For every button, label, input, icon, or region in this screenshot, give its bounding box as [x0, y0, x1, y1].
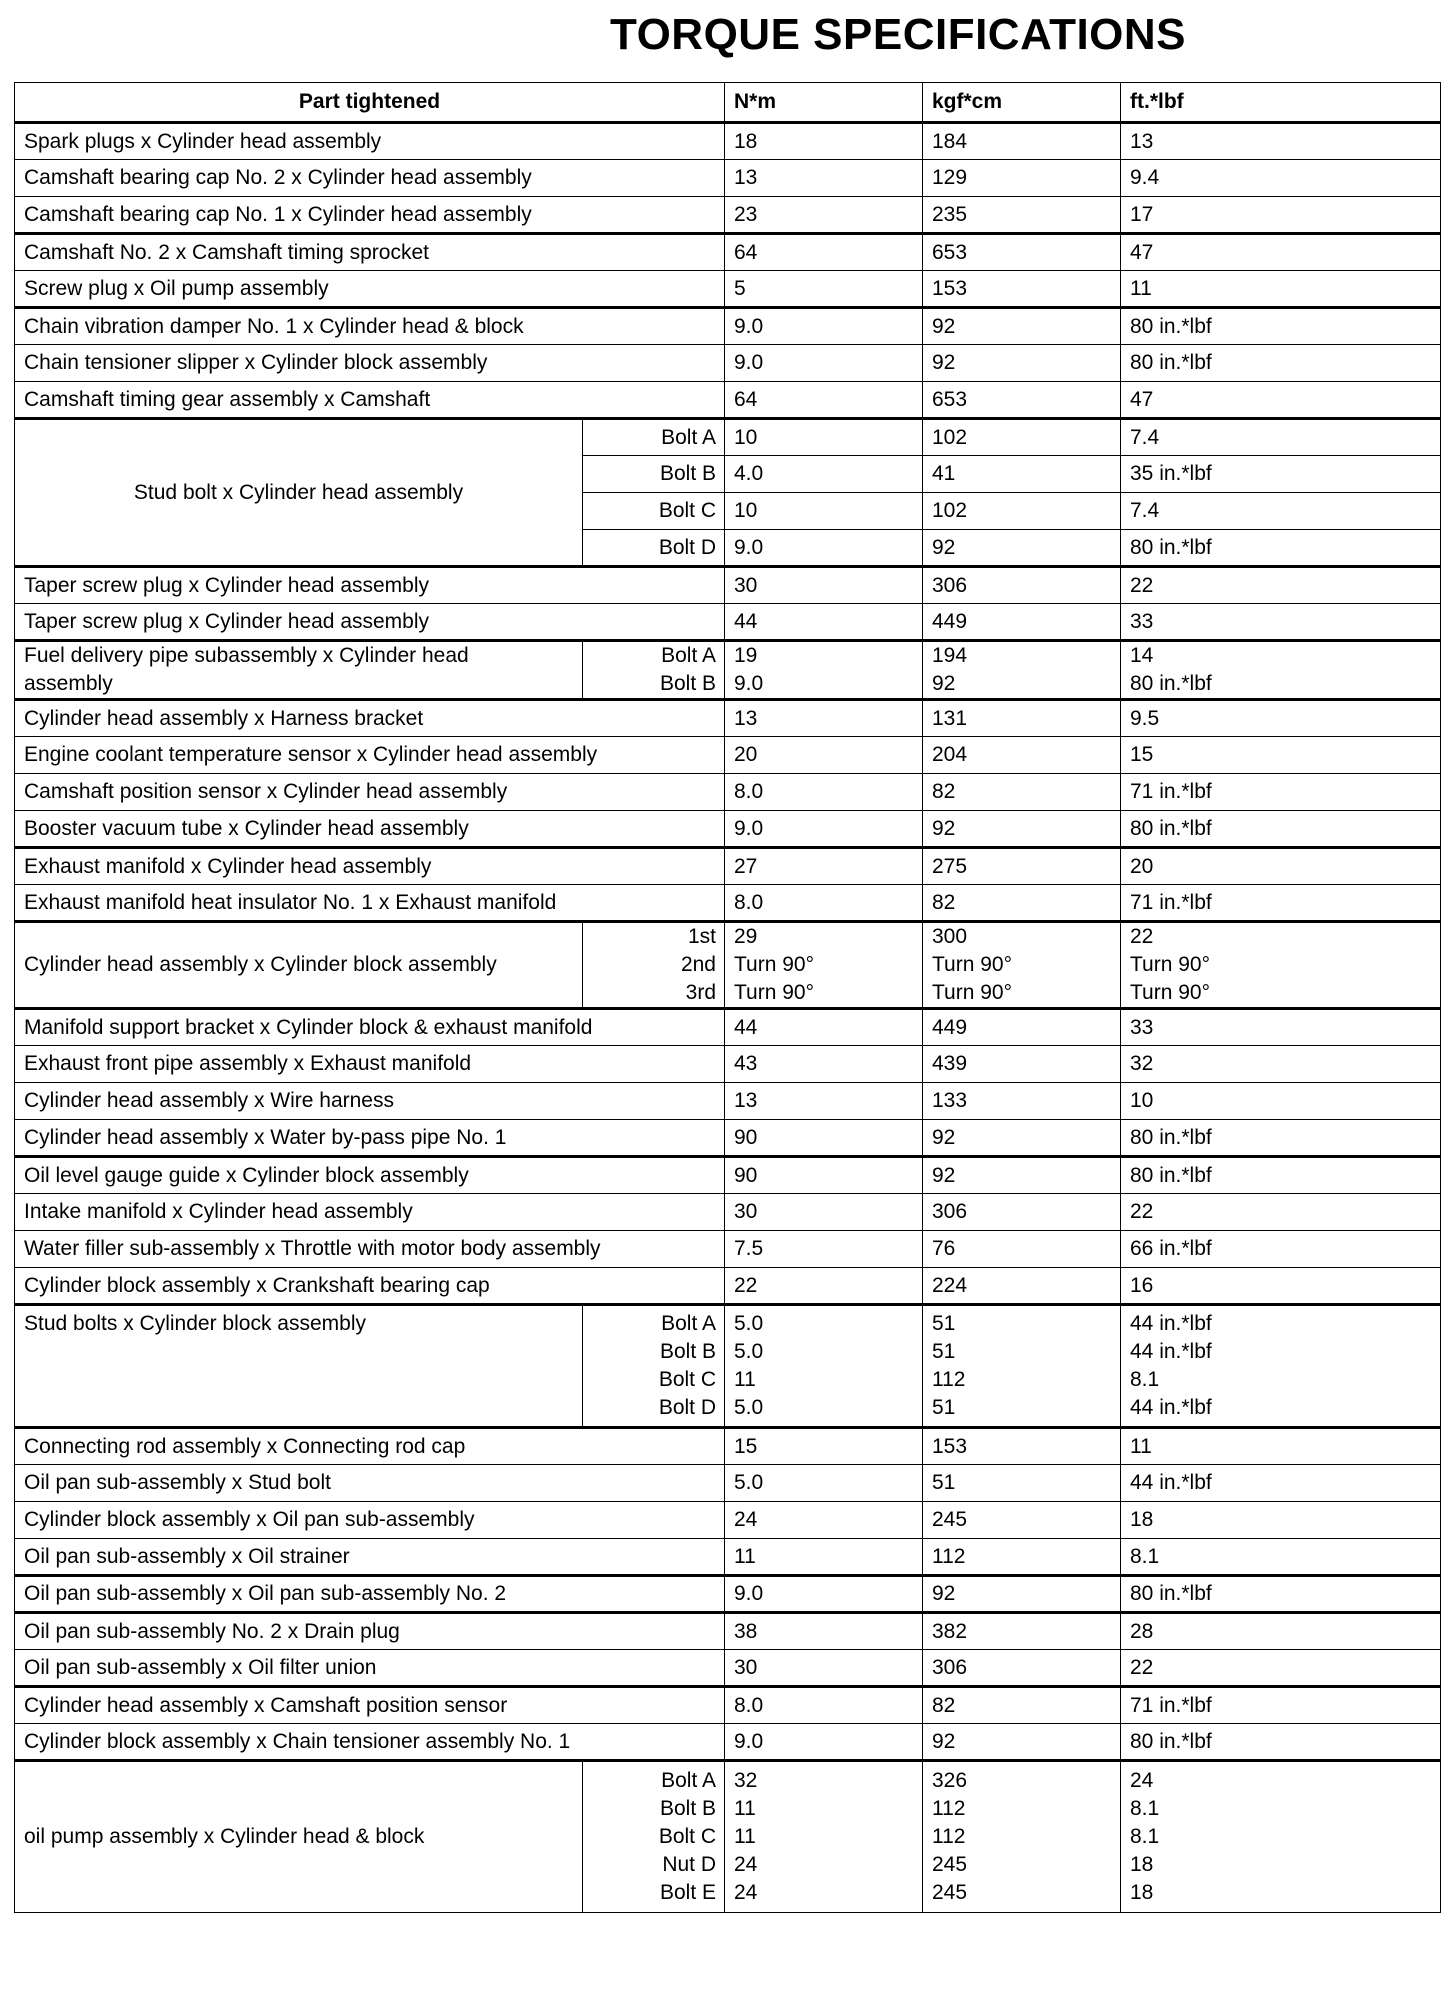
part-cell: Oil pan sub-assembly x Oil pan sub-assembly No. 2 [15, 1576, 725, 1613]
kgf-cell [923, 922, 1121, 1009]
nm-cell: 38 [725, 1613, 923, 1650]
table-row [15, 848, 1441, 885]
part-cell: Oil pan sub-assembly x Oil strainer [15, 1539, 725, 1576]
table-row [15, 1761, 1441, 1913]
value: 32 [734, 1769, 758, 1792]
table-row [15, 885, 1441, 922]
nm-cell: 64 [725, 382, 923, 419]
header-ft-lbf: ft.*lbf [1121, 83, 1441, 123]
nm-cell: 5.0 [725, 1465, 923, 1502]
table-row [15, 1576, 1441, 1613]
kgf-cell [923, 1761, 1121, 1913]
kgf-cell: 131 [923, 700, 1121, 737]
sub-label: Bolt C [658, 1368, 716, 1391]
sub-label: 3rd [685, 981, 716, 1004]
ft-cell: 71 in.*lbf [1121, 774, 1441, 811]
nm-cell: 27 [725, 848, 923, 885]
sub-label: 1st [687, 925, 716, 948]
table-row [15, 1009, 1441, 1046]
table-row [15, 700, 1441, 737]
table-row [15, 922, 1441, 1009]
sub-label: Bolt D [658, 1396, 716, 1419]
table-row [15, 641, 1441, 700]
ft-cell: 47 [1121, 382, 1441, 419]
table-row [15, 419, 1441, 456]
nm-cell: 13 [725, 160, 923, 197]
ft-cell: 80 in.*lbf [1121, 308, 1441, 345]
header-kgf-cm: kgf*cm [923, 83, 1121, 123]
kgf-cell: 51 [923, 1465, 1121, 1502]
value: 51 [932, 1312, 956, 1335]
ft-cell: 10 [1121, 1083, 1441, 1120]
ft-cell: 18 [1121, 1502, 1441, 1539]
kgf-cell: 306 [923, 567, 1121, 604]
kgf-cell: 129 [923, 160, 1121, 197]
kgf-cell: 439 [923, 1046, 1121, 1083]
value: 326 [932, 1769, 968, 1792]
part-cell: Chain tensioner slipper x Cylinder block assembly [15, 345, 725, 382]
nm-cell: 9.0 [725, 1724, 923, 1761]
ft-cell: 16 [1121, 1268, 1441, 1305]
table-row [15, 160, 1441, 197]
value: Turn 90° [734, 953, 814, 976]
kgf-cell: 204 [923, 737, 1121, 774]
ft-cell: 20 [1121, 848, 1441, 885]
value: Turn 90° [932, 953, 1012, 976]
value: 92 [932, 672, 956, 695]
value: 5.0 [734, 1340, 764, 1363]
ft-cell: 47 [1121, 234, 1441, 271]
part-cell: Taper screw plug x Cylinder head assembly [15, 604, 725, 641]
ft-cell [1121, 641, 1441, 700]
nm-cell: 9.0 [725, 1576, 923, 1613]
part-cell: Oil pan sub-assembly No. 2 x Drain plug [15, 1613, 725, 1650]
sub-label-cell: Bolt B [583, 456, 725, 493]
sub-label: Bolt A [661, 644, 716, 667]
kgf-cell: 92 [923, 345, 1121, 382]
part-cell: Camshaft bearing cap No. 2 x Cylinder head assembly [15, 160, 725, 197]
kgf-cell: 92 [923, 1120, 1121, 1157]
nm-cell: 23 [725, 197, 923, 234]
part-cell: Camshaft timing gear assembly x Camshaft [15, 382, 725, 419]
ft-cell: 44 in.*lbf [1121, 1465, 1441, 1502]
value: 194 [932, 644, 968, 667]
table-row [15, 197, 1441, 234]
table-row [15, 1724, 1441, 1761]
ft-cell: 32 [1121, 1046, 1441, 1083]
value: 11 [734, 1368, 756, 1391]
nm-cell: 5 [725, 271, 923, 308]
nm-cell: 24 [725, 1502, 923, 1539]
sub-label: Bolt C [658, 1825, 716, 1848]
value: 24 [734, 1881, 758, 1904]
table-row [15, 567, 1441, 604]
part-cell: Camshaft No. 2 x Camshaft timing sprocket [15, 234, 725, 271]
part-line: assembly [24, 672, 113, 695]
kgf-cell: 653 [923, 234, 1121, 271]
kgf-cell: 82 [923, 774, 1121, 811]
value: 112 [932, 1825, 966, 1848]
table-row [15, 737, 1441, 774]
part-cell: Booster vacuum tube x Cylinder head assembly [15, 811, 725, 848]
nm-cell: 11 [725, 1539, 923, 1576]
part-cell: Stud bolt x Cylinder head assembly [15, 419, 583, 567]
nm-cell: 10 [725, 493, 923, 530]
nm-cell: 13 [725, 700, 923, 737]
table-row [15, 1465, 1441, 1502]
kgf-cell: 224 [923, 1268, 1121, 1305]
value: 112 [932, 1797, 966, 1820]
sub-label-cell [583, 641, 725, 700]
value: 9.0 [734, 672, 764, 695]
table-row [15, 308, 1441, 345]
kgf-cell: 184 [923, 123, 1121, 160]
nm-cell: 9.0 [725, 530, 923, 567]
kgf-cell: 306 [923, 1650, 1121, 1687]
table-row [15, 123, 1441, 160]
ft-cell [1121, 922, 1441, 1009]
ft-cell: 9.5 [1121, 700, 1441, 737]
part-cell: Camshaft position sensor x Cylinder head assembly [15, 774, 725, 811]
kgf-cell: 275 [923, 848, 1121, 885]
part-cell: Cylinder head assembly x Camshaft position sensor [15, 1687, 725, 1724]
part-cell: Cylinder block assembly x Chain tensioner assembly No. 1 [15, 1724, 725, 1761]
sub-label-cell: Bolt A [583, 419, 725, 456]
kgf-cell: 82 [923, 1687, 1121, 1724]
ft-cell: 80 in.*lbf [1121, 1157, 1441, 1194]
sub-label: Bolt A [661, 1312, 716, 1335]
value: 22 [1130, 925, 1154, 948]
kgf-cell [923, 641, 1121, 700]
nm-cell: 7.5 [725, 1231, 923, 1268]
nm-cell: 64 [725, 234, 923, 271]
table-row [15, 1502, 1441, 1539]
table-row [15, 345, 1441, 382]
ft-cell: 22 [1121, 1650, 1441, 1687]
ft-cell: 80 in.*lbf [1121, 811, 1441, 848]
torque-spec-table [14, 82, 1441, 1913]
table-row [15, 774, 1441, 811]
part-cell: Cylinder head assembly x Wire harness [15, 1083, 725, 1120]
part-cell: Exhaust manifold x Cylinder head assembly [15, 848, 725, 885]
nm-cell: 8.0 [725, 1687, 923, 1724]
value: 8.1 [1130, 1797, 1160, 1820]
value: 245 [932, 1853, 968, 1876]
kgf-cell: 92 [923, 811, 1121, 848]
kgf-cell: 653 [923, 382, 1121, 419]
nm-cell: 30 [725, 567, 923, 604]
value: 8.1 [1130, 1825, 1160, 1848]
value: 245 [932, 1881, 968, 1904]
kgf-cell: 92 [923, 1157, 1121, 1194]
kgf-cell: 102 [923, 419, 1121, 456]
value: 112 [932, 1368, 966, 1391]
table-row [15, 811, 1441, 848]
value: 19 [734, 644, 758, 667]
table-row [15, 1428, 1441, 1465]
ft-cell: 11 [1121, 271, 1441, 308]
table-row [15, 382, 1441, 419]
value: 8.1 [1130, 1368, 1160, 1391]
kgf-cell: 82 [923, 885, 1121, 922]
nm-cell: 9.0 [725, 345, 923, 382]
sub-label-cell: Bolt C [583, 493, 725, 530]
nm-cell: 44 [725, 1009, 923, 1046]
kgf-cell: 245 [923, 1502, 1121, 1539]
sub-label: Bolt E [659, 1881, 716, 1904]
part-cell: oil pump assembly x Cylinder head & block [15, 1761, 583, 1913]
kgf-cell: 76 [923, 1231, 1121, 1268]
sub-label-cell [583, 922, 725, 1009]
ft-cell: 22 [1121, 1194, 1441, 1231]
part-cell: Cylinder block assembly x Oil pan sub-assembly [15, 1502, 725, 1539]
sub-label: Bolt A [661, 1769, 716, 1792]
header-nm: N*m [725, 83, 923, 123]
value: 29 [734, 925, 758, 948]
part-cell: Connecting rod assembly x Connecting rod cap [15, 1428, 725, 1465]
sub-label: Bolt B [659, 1797, 716, 1820]
ft-cell: 71 in.*lbf [1121, 1687, 1441, 1724]
sub-label: 2nd [680, 953, 716, 976]
kgf-cell: 41 [923, 456, 1121, 493]
kgf-cell: 102 [923, 493, 1121, 530]
nm-cell: 44 [725, 604, 923, 641]
table-row [15, 1157, 1441, 1194]
table-row [15, 1539, 1441, 1576]
part-cell: Oil pan sub-assembly x Stud bolt [15, 1465, 725, 1502]
kgf-cell: 449 [923, 1009, 1121, 1046]
table-row [15, 1194, 1441, 1231]
kgf-cell: 92 [923, 308, 1121, 345]
table-header-row [15, 83, 1441, 123]
kgf-cell: 235 [923, 197, 1121, 234]
ft-cell: 80 in.*lbf [1121, 1120, 1441, 1157]
part-cell: Oil level gauge guide x Cylinder block assembly [15, 1157, 725, 1194]
kgf-cell: 92 [923, 530, 1121, 567]
table-row [15, 1046, 1441, 1083]
kgf-cell: 306 [923, 1194, 1121, 1231]
value: 5.0 [734, 1396, 764, 1419]
value: 51 [932, 1340, 956, 1363]
table-row [15, 1305, 1441, 1428]
nm-cell [725, 1305, 923, 1428]
ft-cell: 8.1 [1121, 1539, 1441, 1576]
part-cell: Cylinder head assembly x Water by-pass pipe No. 1 [15, 1120, 725, 1157]
nm-cell [725, 1761, 923, 1913]
ft-cell: 28 [1121, 1613, 1441, 1650]
nm-cell: 90 [725, 1120, 923, 1157]
nm-cell: 30 [725, 1650, 923, 1687]
value: 44 in.*lbf [1130, 1396, 1212, 1419]
part-cell: Screw plug x Oil pump assembly [15, 271, 725, 308]
kgf-cell: 382 [923, 1613, 1121, 1650]
ft-cell: 66 in.*lbf [1121, 1231, 1441, 1268]
sub-label-cell [583, 1761, 725, 1913]
ft-cell: 7.4 [1121, 493, 1441, 530]
table-row [15, 1120, 1441, 1157]
ft-cell: 15 [1121, 737, 1441, 774]
table-row [15, 604, 1441, 641]
ft-cell: 33 [1121, 1009, 1441, 1046]
value: 14 [1130, 644, 1154, 667]
part-line: Fuel delivery pipe subassembly x Cylinder head [24, 644, 469, 667]
nm-cell: 13 [725, 1083, 923, 1120]
value: 24 [1130, 1769, 1154, 1792]
nm-cell: 43 [725, 1046, 923, 1083]
nm-cell: 8.0 [725, 885, 923, 922]
ft-cell: 13 [1121, 123, 1441, 160]
kgf-cell: 112 [923, 1539, 1121, 1576]
ft-cell: 35 in.*lbf [1121, 456, 1441, 493]
part-cell: Engine coolant temperature sensor x Cylinder head assembly [15, 737, 725, 774]
value: 51 [932, 1396, 956, 1419]
part-cell: Cylinder block assembly x Crankshaft bearing cap [15, 1268, 725, 1305]
ft-cell: 80 in.*lbf [1121, 530, 1441, 567]
nm-cell [725, 641, 923, 700]
value: 18 [1130, 1881, 1154, 1904]
sub-label: Bolt B [659, 672, 716, 695]
value: 11 [734, 1797, 756, 1820]
ft-cell: 80 in.*lbf [1121, 1724, 1441, 1761]
value: Turn 90° [734, 981, 814, 1004]
part-cell [15, 641, 583, 700]
sub-label-cell [583, 1305, 725, 1428]
nm-cell: 8.0 [725, 774, 923, 811]
table-row [15, 1650, 1441, 1687]
nm-cell: 9.0 [725, 811, 923, 848]
part-cell: Taper screw plug x Cylinder head assembly [15, 567, 725, 604]
kgf-cell: 133 [923, 1083, 1121, 1120]
part-cell: Manifold support bracket x Cylinder block & exhaust manifold [15, 1009, 725, 1046]
nm-cell: 9.0 [725, 308, 923, 345]
value: 5.0 [734, 1312, 764, 1335]
ft-cell: 17 [1121, 197, 1441, 234]
part-cell: Oil pan sub-assembly x Oil filter union [15, 1650, 725, 1687]
nm-cell: 22 [725, 1268, 923, 1305]
part-cell: Exhaust manifold heat insulator No. 1 x Exhaust manifold [15, 885, 725, 922]
value: Turn 90° [1130, 981, 1210, 1004]
value: Turn 90° [1130, 953, 1210, 976]
table-row [15, 1231, 1441, 1268]
ft-cell: 9.4 [1121, 160, 1441, 197]
table-row [15, 1083, 1441, 1120]
kgf-cell: 153 [923, 1428, 1121, 1465]
ft-cell [1121, 1761, 1441, 1913]
part-cell: Stud bolts x Cylinder block assembly [15, 1305, 583, 1428]
part-cell: Camshaft bearing cap No. 1 x Cylinder head assembly [15, 197, 725, 234]
sub-label: Bolt B [659, 1340, 716, 1363]
part-cell: Cylinder head assembly x Cylinder block assembly [15, 922, 583, 1009]
kgf-cell: 92 [923, 1724, 1121, 1761]
nm-cell: 30 [725, 1194, 923, 1231]
nm-cell: 10 [725, 419, 923, 456]
table-row [15, 271, 1441, 308]
table-row [15, 1268, 1441, 1305]
value: 11 [734, 1825, 756, 1848]
value: 44 in.*lbf [1130, 1312, 1212, 1335]
part-cell: Water filler sub-assembly x Throttle with motor body assembly [15, 1231, 725, 1268]
sub-label-cell: Bolt D [583, 530, 725, 567]
part-cell: Spark plugs x Cylinder head assembly [15, 123, 725, 160]
header-part-tightened: Part tightened [15, 83, 725, 123]
nm-cell: 18 [725, 123, 923, 160]
nm-cell: 15 [725, 1428, 923, 1465]
value: 44 in.*lbf [1130, 1340, 1212, 1363]
nm-cell [725, 922, 923, 1009]
table-row [15, 1687, 1441, 1724]
value: 24 [734, 1853, 758, 1876]
ft-cell: 80 in.*lbf [1121, 1576, 1441, 1613]
value: 18 [1130, 1853, 1154, 1876]
sub-label: Nut D [662, 1853, 716, 1876]
value: 80 in.*lbf [1130, 672, 1212, 695]
table-row [15, 1613, 1441, 1650]
kgf-cell: 92 [923, 1576, 1121, 1613]
value: Turn 90° [932, 981, 1012, 1004]
nm-cell: 90 [725, 1157, 923, 1194]
nm-cell: 20 [725, 737, 923, 774]
ft-cell: 11 [1121, 1428, 1441, 1465]
kgf-cell: 449 [923, 604, 1121, 641]
ft-cell: 80 in.*lbf [1121, 345, 1441, 382]
table-row [15, 234, 1441, 271]
part-cell: Cylinder head assembly x Harness bracket [15, 700, 725, 737]
page-title: TORQUE SPECIFICATIONS [610, 10, 1187, 59]
ft-cell [1121, 1305, 1441, 1428]
part-cell: Chain vibration damper No. 1 x Cylinder head & block [15, 308, 725, 345]
ft-cell: 7.4 [1121, 419, 1441, 456]
ft-cell: 22 [1121, 567, 1441, 604]
kgf-cell: 153 [923, 271, 1121, 308]
nm-cell: 4.0 [725, 456, 923, 493]
part-cell: Intake manifold x Cylinder head assembly [15, 1194, 725, 1231]
value: 300 [932, 925, 968, 948]
part-cell: Exhaust front pipe assembly x Exhaust manifold [15, 1046, 725, 1083]
ft-cell: 71 in.*lbf [1121, 885, 1441, 922]
ft-cell: 33 [1121, 604, 1441, 641]
kgf-cell [923, 1305, 1121, 1428]
